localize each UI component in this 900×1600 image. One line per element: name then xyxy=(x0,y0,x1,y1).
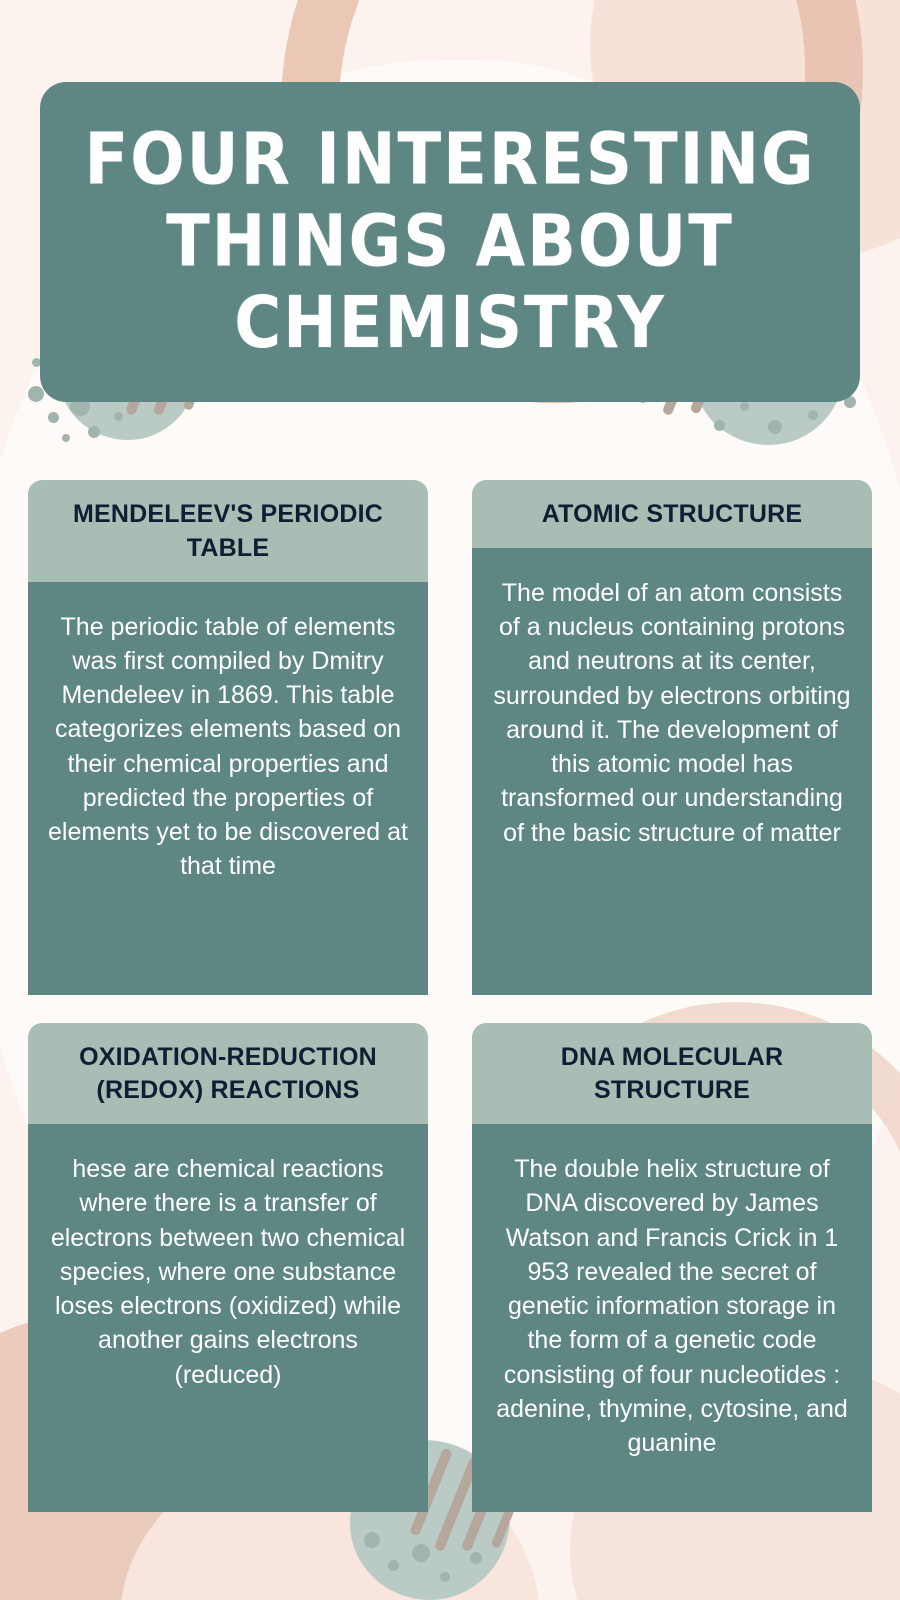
header-banner xyxy=(40,82,860,402)
page-title: FOUR INTERESTING THINGS ABOUT CHEMISTRY xyxy=(84,118,816,365)
fact-card-dna xyxy=(472,1023,872,1513)
fact-card-redox xyxy=(28,1023,428,1513)
fact-card-title: MENDELEEV'S PERIODIC TABLE xyxy=(28,480,428,582)
fact-card-body: The model of an atom consists of a nucleus containing protons and neutrons at its center, surrounded by electrons orbiting around it. The development of this atomic model has transformed our understanding of the basic structure of matter xyxy=(472,548,872,995)
fact-card-body: The double helix structure of DNA discovered by James Watson and Francis Crick in 1 953 revealed the secret of genetic information storage in the form of a genetic code consisting of four nucleotides : adenine, thymine, cytosine, and guanine xyxy=(472,1124,872,1512)
fact-card-mendeleev xyxy=(28,480,428,995)
fact-card-body: hese are chemical reactions where there is a transfer of electrons between two chemical species, where one substance loses electrons (oxidized) while another gains electrons (reduced) xyxy=(28,1124,428,1512)
fact-card-title: OXIDATION-REDUCTION (REDOX) REACTIONS xyxy=(28,1023,428,1125)
fact-card-atomic-structure xyxy=(472,480,872,995)
fact-card-title: ATOMIC STRUCTURE xyxy=(472,480,872,548)
fact-cards-grid xyxy=(28,480,872,1512)
fact-card-title: DNA MOLECULAR STRUCTURE xyxy=(472,1023,872,1125)
fact-card-body: The periodic table of elements was first compiled by Dmitry Mendeleev in 1869. This table categorizes elements based on their chemical properties and predicted the properties of elements yet to be discovered at that time xyxy=(28,582,428,995)
